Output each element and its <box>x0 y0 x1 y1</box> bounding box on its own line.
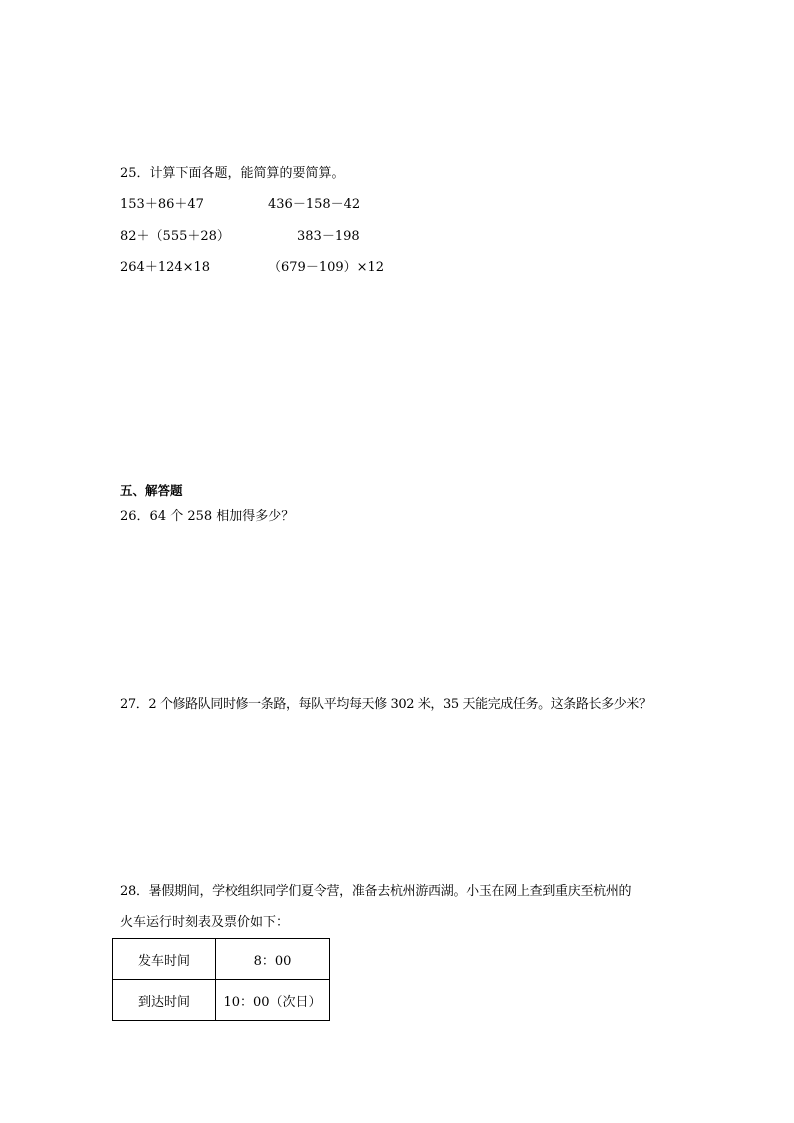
section-title: 五、解答题 <box>120 483 183 498</box>
q25-stem: 25．计算下面各题，能简算的要简算。 <box>120 166 345 181</box>
table-row <box>113 980 330 1021</box>
q28-text-line2: 火车运行时刻表及票价如下： <box>120 915 290 930</box>
q26-text: 26．64 个 258 相加得多少？ <box>120 509 295 524</box>
train-schedule-table <box>112 938 330 1021</box>
table-cell: 10：00（次日） <box>216 980 330 1021</box>
q25-expr-3a: 264＋124×18 <box>120 260 211 275</box>
table-row <box>113 939 330 980</box>
table-cell: 发车时间 <box>113 939 216 980</box>
table-cell: 到达时间 <box>113 980 216 1021</box>
q28-text-line1: 28．暑假期间，学校组织同学们夏令营，准备去杭州游西湖。小玉在网上查到重庆至杭州的 <box>120 884 632 899</box>
q25-expr-3b: （679－109）×12 <box>268 260 385 275</box>
q25-expr-1a: 153＋86＋47 <box>120 197 204 212</box>
q25-expr-2a: 82＋（555＋28） <box>120 229 230 244</box>
q27-text: 27．2 个修路队同时修一条路，每队平均每天修 302 米，35 天能完成任务。这条路长多少米？ <box>120 697 652 712</box>
q25-expr-2b: 383－198 <box>297 229 360 244</box>
q25-expr-1b: 436－158－42 <box>268 197 361 212</box>
table-cell: 8：00 <box>216 939 330 980</box>
